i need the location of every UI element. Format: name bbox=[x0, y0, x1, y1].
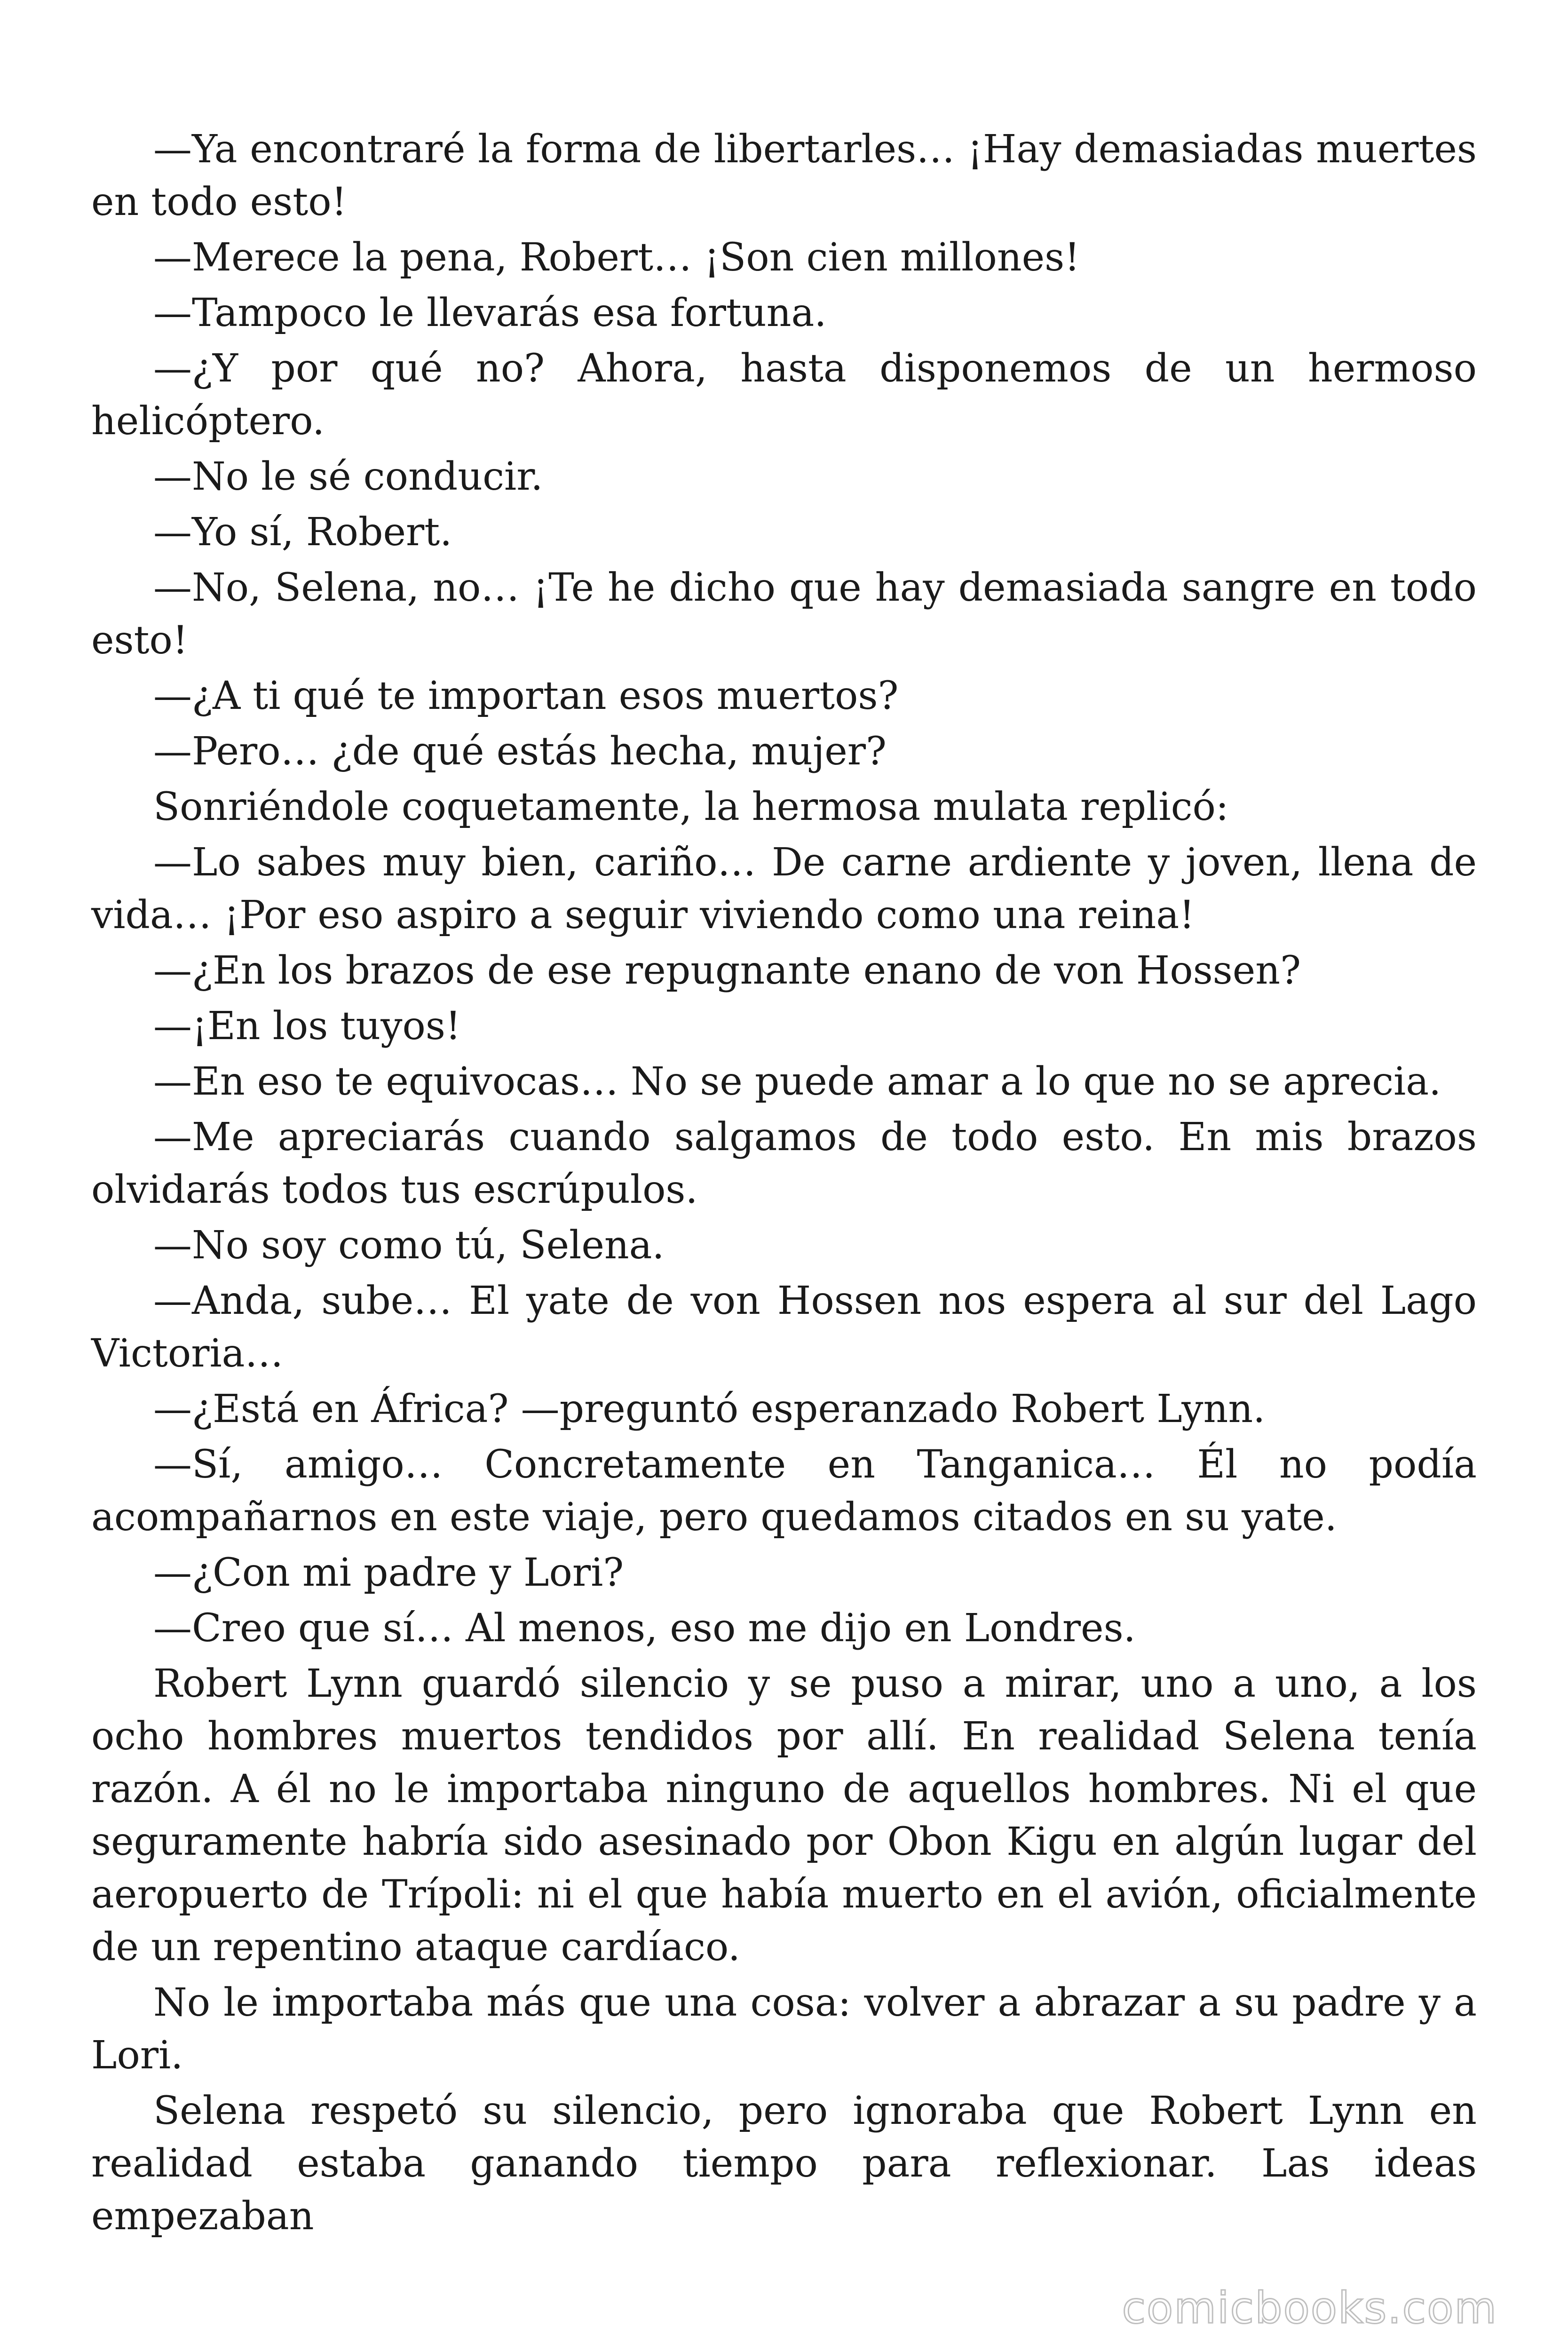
paragraph: —¿Está en África? —preguntó esperanzado Robert Lynn. bbox=[153, 1387, 1266, 1431]
paragraph: Robert Lynn guardó silencio y se puso a mirar, uno a uno, a los ocho hombres muertos tendidos por allí. En realidad Selena tenía razón. A él no le importaba ninguno de aquellos hombres. Ni el que seguramente habría sido asesinado por Obon Kigu en algún lugar del aeropuerto de Trípoli: ni el que había muerto en el avión, oficialmente de un repentino ataque cardíaco. bbox=[91, 1661, 1477, 1970]
paragraph: —No, Selena, no… ¡Te he dicho que hay demasiada sangre en todo esto! bbox=[91, 565, 1477, 663]
paragraph: —En eso te equivocas… No se puede amar a lo que no se aprecia. bbox=[153, 1059, 1441, 1104]
paragraph: —¿En los brazos de ese repugnante enano de von Hossen? bbox=[153, 948, 1301, 993]
paragraph: Selena respetó su silencio, pero ignoraba que Robert Lynn en realidad estaba ganando tiempo para reflexionar. Las ideas empezaban bbox=[91, 2089, 1477, 2239]
paragraph: —Sí, amigo… Concretamente en Tanganica… Él no podía acompañarnos en este viaje, pero quedamos citados en su yate. bbox=[91, 1442, 1477, 1540]
paragraph: —Lo sabes muy bien, cariño… De carne ardiente y joven, llena de vida… ¡Por eso aspiro a seguir viviendo como una reina! bbox=[91, 840, 1477, 938]
paragraph: —No soy como tú, Selena. bbox=[153, 1223, 665, 1268]
paragraph: —Pero… ¿de qué estás hecha, mujer? bbox=[153, 729, 887, 774]
paragraph: —¿Y por qué no? Ahora, hasta disponemos de un hermoso helicóptero. bbox=[91, 346, 1477, 444]
paragraph: —No le sé conducir. bbox=[153, 454, 543, 499]
paragraph: —Merece la pena, Robert… ¡Son cien millones! bbox=[153, 235, 1080, 280]
paragraph: Sonriéndole coquetamente, la hermosa mulata replicó: bbox=[153, 785, 1229, 829]
paragraph: —Me apreciarás cuando salgamos de todo esto. En mis brazos olvidarás todos tus escrúpulos. bbox=[91, 1115, 1477, 1212]
page-text bbox=[91, 123, 1477, 2246]
paragraph: No le importaba más que una cosa: volver a abrazar a su padre y a Lori. bbox=[91, 1980, 1477, 2078]
paragraph: —¿Con mi padre y Lori? bbox=[153, 1550, 624, 1595]
paragraph: —Yo sí, Robert. bbox=[153, 510, 452, 555]
paragraph: —Tampoco le llevarás esa fortuna. bbox=[153, 291, 827, 335]
paragraph: —¿A ti qué te importan esos muertos? bbox=[153, 674, 899, 718]
paragraph: —Creo que sí… Al menos, eso me dijo en Londres. bbox=[153, 1606, 1136, 1651]
paragraph: —Ya encontraré la forma de libertarles… ¡Hay demasiadas muertes en todo esto! bbox=[91, 127, 1477, 224]
paragraph: —¡En los tuyos! bbox=[153, 1004, 461, 1049]
watermark: comicbooks.com bbox=[1122, 2283, 1497, 2333]
paragraph: —Anda, sube… El yate de von Hossen nos espera al sur del Lago Victoria… bbox=[91, 1279, 1477, 1376]
